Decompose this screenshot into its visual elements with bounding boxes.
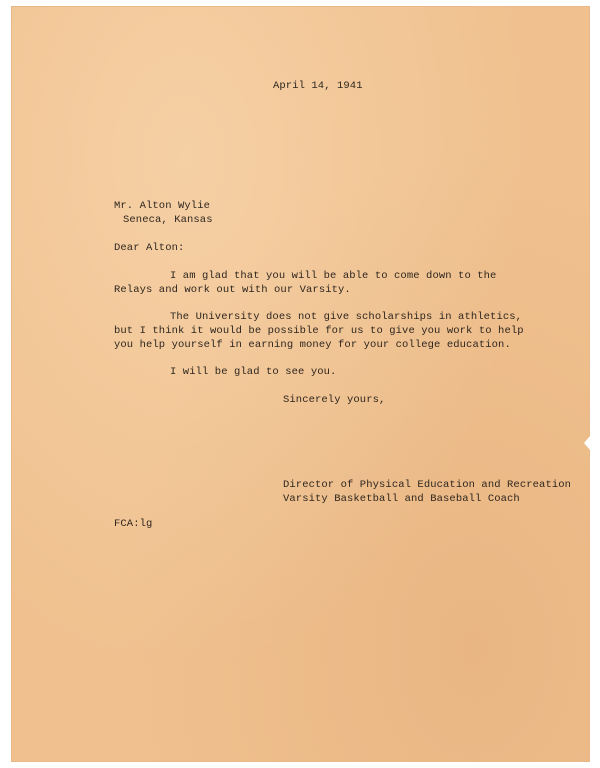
paragraph-1-line-2: Relays and work out with our Varsity. <box>114 284 351 296</box>
typist-initials: FCA:lg <box>114 518 153 530</box>
paragraph-3: I will be glad to see you. <box>170 366 337 378</box>
paragraph-1-line-1: I am glad that you will be able to come down to the <box>170 270 497 282</box>
salutation: Dear Alton: <box>114 242 185 254</box>
signature-title-2: Varsity Basketball and Baseball Coach <box>283 493 520 505</box>
signature-title-1: Director of Physical Education and Recreation <box>283 479 572 491</box>
letter-date: April 14, 1941 <box>273 80 363 92</box>
letter-paper <box>11 6 590 762</box>
paragraph-2-line-1: The University does not give scholarships in athletics, <box>170 311 523 323</box>
paper-edge-nick <box>584 436 590 450</box>
closing: Sincerely yours, <box>283 394 386 406</box>
recipient-name: Mr. Alton Wylie <box>114 200 211 212</box>
recipient-location: Seneca, Kansas <box>123 214 213 226</box>
paragraph-2-line-3: you help yourself in earning money for your college education. <box>114 339 511 351</box>
paragraph-2-line-2: but I think it would be possible for us to give you work to help <box>114 325 524 337</box>
